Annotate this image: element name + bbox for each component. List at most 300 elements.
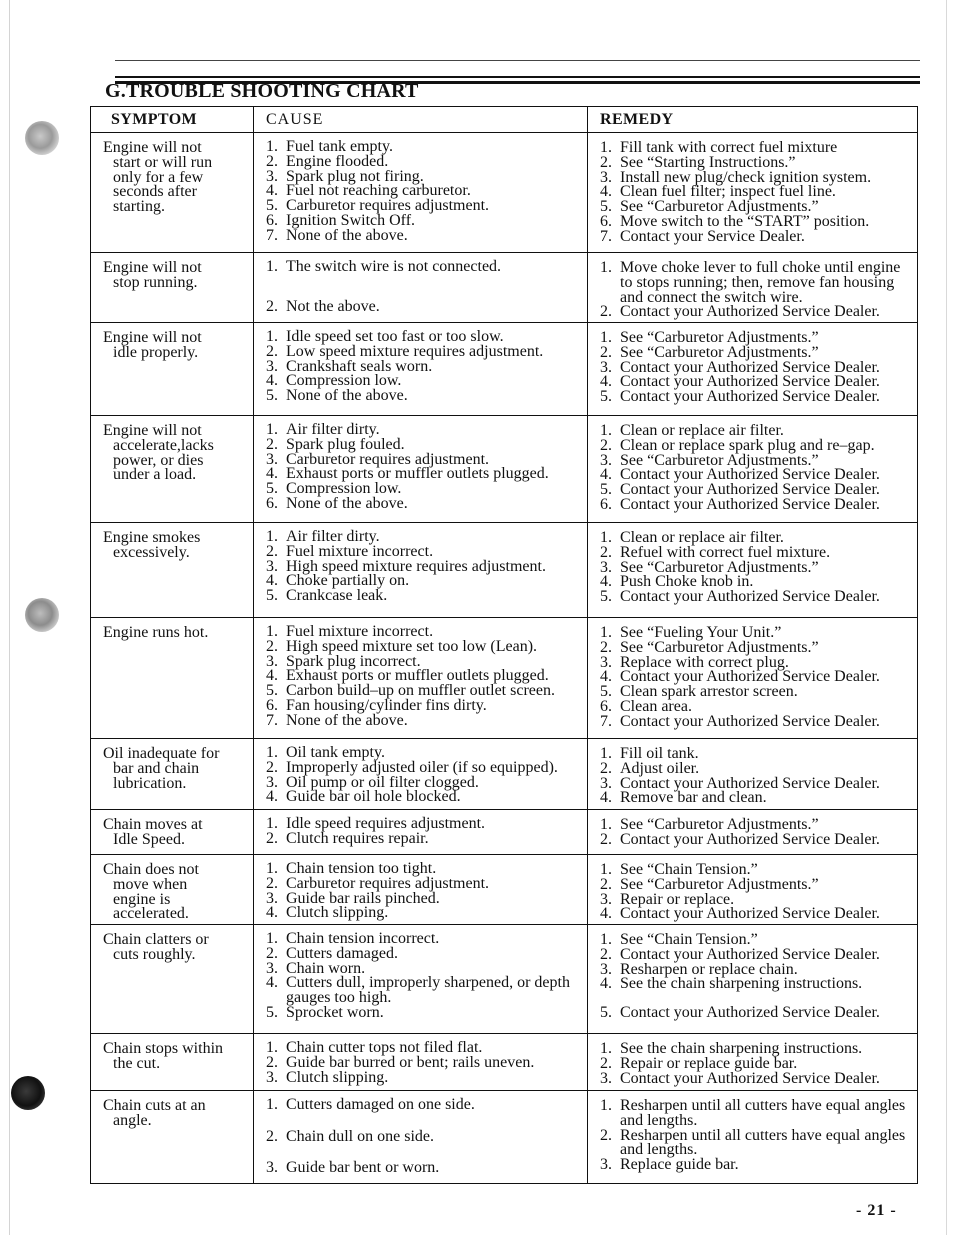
- remedy-number: 5.: [600, 1004, 612, 1022]
- cause-item: [266, 1161, 581, 1176]
- remedy-text: See “Carburetor Adjustments.”: [620, 816, 819, 833]
- cause-list: [266, 625, 581, 729]
- remedy-item: [600, 495, 911, 513]
- cause-number: 5.: [266, 387, 278, 405]
- remedy-list: [600, 261, 911, 320]
- remedy-number: 4.: [600, 905, 612, 923]
- remedy-number: 7.: [600, 712, 612, 730]
- cause-text: Chain cutter tops not filed flat.: [286, 1039, 483, 1056]
- remedy-cell: [588, 1034, 917, 1090]
- cause-number: 2.: [266, 1127, 278, 1145]
- cause-cell: [254, 925, 588, 1033]
- remedy-number: 3.: [600, 890, 612, 908]
- cause-cell: [254, 1091, 588, 1183]
- cause-item: [266, 1127, 581, 1145]
- cause-text: None of the above.: [286, 494, 408, 512]
- cause-number: 2.: [266, 944, 278, 962]
- remedy-number: 2.: [600, 830, 612, 848]
- cause-cell: [254, 618, 588, 738]
- remedy-number: 1.: [600, 745, 612, 762]
- remedy-item: [600, 712, 911, 730]
- remedy-item: [600, 1158, 911, 1173]
- remedy-list: [600, 747, 911, 806]
- cause-list: [266, 140, 581, 244]
- remedy-cell: [588, 523, 917, 617]
- remedy-number: 5.: [600, 198, 612, 216]
- header-remedy-cell: [588, 107, 917, 132]
- symptom-cell: [91, 323, 254, 415]
- trouble-shooting-table: [90, 106, 918, 1184]
- cause-number: 2.: [266, 758, 278, 776]
- table-row: [91, 1034, 917, 1091]
- symptom-text: Chain does not move when engine is accelerated.: [103, 861, 199, 923]
- cause-number: 4.: [266, 465, 278, 483]
- remedy-number: 4.: [600, 573, 612, 591]
- remedy-number: 1.: [600, 1097, 612, 1114]
- symptom-cell: [91, 253, 254, 322]
- cause-list: [266, 1098, 581, 1183]
- cause-cell: [254, 855, 588, 924]
- cause-text: Cutters dull, improperly sharpened, or depth gauges too high.: [286, 974, 570, 1007]
- remedy-cell: [588, 810, 917, 854]
- cause-number: 1.: [266, 815, 278, 832]
- cause-list: [266, 530, 581, 604]
- remedy-cell: [588, 925, 917, 1033]
- cause-cell: [254, 253, 588, 322]
- remedy-number: 5.: [600, 388, 612, 406]
- cause-text: Sprocket worn.: [286, 1003, 384, 1021]
- symptom-text: Oil inadequate for bar and chain lubrication.: [103, 745, 220, 792]
- cause-number: 5.: [266, 587, 278, 605]
- cause-list: [266, 862, 581, 921]
- cause-text: Guide bar rails pinched.: [286, 889, 440, 907]
- remedy-text: Clean fuel filter; inspect fuel line.: [620, 183, 836, 201]
- cause-text: None of the above.: [286, 387, 408, 405]
- cause-text: Idle speed set too fast or too slow.: [286, 328, 504, 345]
- symptom-cell: [91, 133, 254, 252]
- remedy-text: See “Fueling Your Unit.”: [620, 624, 782, 641]
- remedy-text: See the chain sharpening instructions.: [620, 1040, 863, 1057]
- remedy-number: 3.: [600, 451, 612, 469]
- cause-list: [266, 260, 581, 322]
- cause-number: 1.: [266, 1039, 278, 1056]
- cause-text: Low speed mixture requires adjustment.: [286, 342, 544, 360]
- scan-edge-left: [9, 0, 10, 1235]
- cause-item: [266, 260, 581, 275]
- cause-cell: [254, 810, 588, 854]
- remedy-text: Adjust oiler.: [620, 759, 700, 777]
- cause-text: Spark plug not firing.: [286, 167, 424, 185]
- remedy-text: See the chain sharpening instructions.: [620, 975, 863, 993]
- remedy-text: Fill tank with correct fuel mixture: [620, 139, 838, 156]
- cause-number: 5.: [266, 197, 278, 215]
- cause-text: Clutch slipping.: [286, 1068, 389, 1086]
- remedy-text: Clean or replace air filter.: [620, 529, 784, 546]
- cause-number: 1.: [266, 258, 278, 275]
- cause-number: 1.: [266, 930, 278, 947]
- cause-number: 4.: [266, 904, 278, 922]
- cause-text: Guide bar oil hole blocked.: [286, 788, 461, 806]
- remedy-item: [600, 907, 911, 922]
- remedy-item: [600, 1099, 911, 1129]
- cause-cell: [254, 323, 588, 415]
- remedy-number: 3.: [600, 774, 612, 792]
- remedy-text: See “Carburetor Adjustments.”: [620, 451, 819, 469]
- remedy-text: Move choke lever to full choke until engine to stops running; then, remove fan housing and connect the switch wire.: [620, 259, 901, 306]
- remedy-text: See “Starting Instructions.”: [620, 153, 796, 171]
- remedy-text: Contact your Service Dealer.: [620, 227, 805, 245]
- cause-list: [266, 932, 581, 1021]
- cause-number: 1.: [266, 1096, 278, 1113]
- cause-number: 5.: [266, 1003, 278, 1021]
- cause-item: [266, 494, 581, 512]
- remedy-number: 3.: [600, 358, 612, 376]
- cause-text: Chain tension incorrect.: [286, 930, 440, 947]
- cause-text: Ignition Switch Off.: [286, 211, 416, 229]
- cause-item: [266, 1098, 581, 1113]
- remedy-text: Clean spark arrestor screen.: [620, 683, 798, 701]
- table-row: [91, 739, 917, 810]
- cause-number: 4.: [266, 372, 278, 390]
- remedy-text: Contact your Authorized Service Dealer.: [620, 481, 880, 499]
- cause-text: The switch wire is not connected.: [286, 258, 502, 275]
- scan-edge-right: [946, 0, 947, 1235]
- cause-text: Guide bar burred or bent; rails uneven.: [286, 1053, 535, 1071]
- remedy-number: 2.: [600, 436, 612, 454]
- cause-number: 4.: [266, 788, 278, 806]
- remedy-text: See “Carburetor Adjustments.”: [620, 558, 819, 576]
- page-number: - 21 -: [856, 1202, 897, 1219]
- cause-text: Carburetor requires adjustment.: [286, 874, 490, 892]
- remedy-number: 1.: [600, 624, 612, 641]
- cause-text: Carburetor requires adjustment.: [286, 197, 490, 215]
- symptom-text: Engine will not idle properly.: [103, 329, 202, 361]
- remedy-text: See “Carburetor Adjustments.”: [620, 198, 819, 216]
- remedy-number: 2.: [600, 1054, 612, 1072]
- cause-text: Air filter dirty.: [286, 421, 380, 438]
- cause-text: Cutters damaged on one side.: [286, 1096, 475, 1113]
- remedy-text: Repair or replace guide bar.: [620, 1054, 798, 1072]
- cause-item: [266, 300, 581, 315]
- page-title: G.TROUBLE SHOOTING CHART: [105, 80, 419, 102]
- remedy-item: [600, 390, 911, 405]
- cause-text: Carbon build–up on muffler outlet screen.: [286, 682, 555, 700]
- remedy-item: [600, 791, 911, 806]
- remedy-number: 2.: [600, 303, 612, 321]
- cause-number: 2.: [266, 152, 278, 170]
- remedy-text: Replace guide bar.: [620, 1156, 739, 1174]
- remedy-text: Resharpen or replace chain.: [620, 960, 798, 978]
- remedy-text: Clean area.: [620, 697, 692, 715]
- cause-text: Clutch slipping.: [286, 904, 389, 922]
- remedy-cell: [588, 855, 917, 924]
- remedy-number: 1.: [600, 1040, 612, 1057]
- cause-text: Guide bar bent or worn.: [286, 1159, 440, 1177]
- header-symptom-cell: [91, 107, 254, 132]
- remedy-text: Install new plug/check ignition system.: [620, 168, 872, 186]
- cause-number: 7.: [266, 226, 278, 244]
- cause-number: 1.: [266, 744, 278, 761]
- cause-number: 3.: [266, 889, 278, 907]
- remedy-number: 2.: [600, 945, 612, 963]
- remedy-number: 1.: [600, 139, 612, 156]
- header-cause: CAUSE: [266, 111, 324, 128]
- cause-text: None of the above.: [286, 711, 408, 729]
- cause-cell: [254, 133, 588, 252]
- cause-number: 6.: [266, 494, 278, 512]
- remedy-text: Push Choke knob in.: [620, 573, 754, 591]
- remedy-cell: [588, 739, 917, 809]
- remedy-number: 1.: [600, 259, 612, 276]
- cause-item: [266, 711, 581, 729]
- remedy-number: 3.: [600, 558, 612, 576]
- cause-item: [266, 389, 581, 404]
- remedy-number: 2.: [600, 875, 612, 893]
- cause-text: Not the above.: [286, 298, 380, 316]
- symptom-cell: [91, 618, 254, 738]
- cause-text: Fuel mixture incorrect.: [286, 623, 434, 640]
- remedy-item: [600, 261, 911, 305]
- cause-cell: [254, 1034, 588, 1090]
- table-row: [91, 925, 917, 1034]
- cause-number: 3.: [266, 450, 278, 468]
- punch-hole: [25, 121, 59, 155]
- symptom-cell: [91, 925, 254, 1033]
- remedy-item: [600, 830, 911, 848]
- cause-text: Clutch requires repair.: [286, 829, 429, 847]
- symptom-text: Chain cuts at an angle.: [103, 1097, 206, 1129]
- cause-text: Spark plug incorrect.: [286, 652, 421, 670]
- remedy-number: 5.: [600, 481, 612, 499]
- remedy-text: Contact your Authorized Service Dealer.: [620, 1004, 880, 1022]
- remedy-list: [600, 331, 911, 405]
- cause-item: [266, 906, 581, 921]
- cause-number: 7.: [266, 711, 278, 729]
- cause-cell: [254, 523, 588, 617]
- remedy-text: Contact your Authorized Service Dealer.: [620, 373, 880, 391]
- symptom-cell: [91, 855, 254, 924]
- cause-text: High speed mixture requires adjustment.: [286, 557, 546, 575]
- cause-number: 2.: [266, 637, 278, 655]
- cause-text: Exhaust ports or muffler outlets plugged.: [286, 667, 549, 685]
- symptom-cell: [91, 1091, 254, 1183]
- remedy-number: 2.: [600, 638, 612, 656]
- remedy-text: Contact your Authorized Service Dealer.: [620, 466, 880, 484]
- remedy-text: See “Carburetor Adjustments.”: [620, 638, 819, 656]
- cause-item: [266, 790, 581, 805]
- cause-item: [266, 1068, 581, 1086]
- remedy-text: Contact your Authorized Service Dealer.: [620, 495, 880, 513]
- cause-number: 4.: [266, 667, 278, 685]
- remedy-number: 1.: [600, 816, 612, 833]
- cause-number: 6.: [266, 211, 278, 229]
- table-row: [91, 253, 917, 323]
- table-header-row: [91, 107, 917, 133]
- remedy-list: [600, 933, 911, 1021]
- cause-item: [266, 226, 581, 244]
- cause-number: 1.: [266, 328, 278, 345]
- remedy-text: Repair or replace.: [620, 890, 735, 908]
- remedy-number: 4.: [600, 373, 612, 391]
- cause-text: Oil tank empty.: [286, 744, 385, 761]
- cause-text: Compression low.: [286, 372, 402, 390]
- remedy-text: Clean or replace air filter.: [620, 422, 784, 439]
- cause-list: [266, 817, 581, 847]
- remedy-text: Contact your Authorized Service Dealer.: [620, 945, 880, 963]
- remedy-list: [600, 141, 911, 245]
- cause-text: Idle speed requires adjustment.: [286, 815, 486, 832]
- cause-item: [266, 976, 581, 1006]
- cause-text: Engine flooded.: [286, 152, 389, 170]
- remedy-list: [600, 1042, 911, 1086]
- remedy-number: 6.: [600, 697, 612, 715]
- remedy-number: 7.: [600, 227, 612, 245]
- symptom-text: Engine will not accelerate,lacks power, or dies under a load.: [103, 422, 214, 484]
- cause-text: Improperly adjusted oiler (if so equipped).: [286, 758, 558, 776]
- cause-text: Air filter dirty.: [286, 528, 380, 545]
- symptom-text: Chain stops within the cut.: [103, 1040, 224, 1072]
- symptom-text: Engine will not start or will run only for a few seconds after starting.: [103, 139, 213, 216]
- cause-text: Chain tension too tight.: [286, 860, 437, 877]
- cause-number: 1.: [266, 860, 278, 877]
- header-remedy: REMEDY: [600, 111, 674, 128]
- cause-text: Chain worn.: [286, 959, 366, 977]
- cause-text: Fan housing/cylinder fins dirty.: [286, 696, 487, 714]
- symptom-cell: [91, 739, 254, 809]
- remedy-cell: [588, 416, 917, 522]
- cause-cell: [254, 416, 588, 522]
- remedy-number: 3.: [600, 653, 612, 671]
- symptom-cell: [91, 416, 254, 522]
- cause-number: 2.: [266, 298, 278, 316]
- cause-number: 2.: [266, 874, 278, 892]
- cause-text: Fuel mixture incorrect.: [286, 542, 434, 560]
- cause-number: 1.: [266, 623, 278, 640]
- remedy-text: See “Carburetor Adjustments.”: [620, 329, 819, 346]
- cause-number: 5.: [266, 480, 278, 498]
- remedy-number: 1.: [600, 931, 612, 948]
- remedy-number: 4.: [600, 466, 612, 484]
- remedy-cell: [588, 323, 917, 415]
- table-row: [91, 810, 917, 855]
- table-row: [91, 523, 917, 618]
- symptom-text: Engine will not stop running.: [103, 259, 202, 291]
- remedy-text: See “Carburetor Adjustments.”: [620, 343, 819, 361]
- cause-text: High speed mixture set too low (Lean).: [286, 637, 538, 655]
- table-body: [91, 133, 917, 1183]
- punch-hole: [25, 598, 59, 632]
- symptom-text: Chain clatters or cuts roughly.: [103, 931, 209, 963]
- remedy-list: [600, 531, 911, 605]
- symptom-text: Engine smokes excessively.: [103, 529, 201, 561]
- cause-number: 2.: [266, 1053, 278, 1071]
- cause-item: [266, 1003, 581, 1021]
- remedy-item: [600, 977, 911, 992]
- remedy-text: Contact your Authorized Service Dealer.: [620, 588, 880, 606]
- cause-number: 2.: [266, 542, 278, 560]
- cause-text: Crankcase leak.: [286, 587, 388, 605]
- cause-number: 4.: [266, 974, 278, 992]
- cause-number: 3.: [266, 1159, 278, 1177]
- cause-number: 1.: [266, 528, 278, 545]
- remedy-number: 1.: [600, 329, 612, 346]
- cause-number: 3.: [266, 652, 278, 670]
- cause-list: [266, 330, 581, 404]
- table-row: [91, 855, 917, 925]
- table-row: [91, 323, 917, 416]
- remedy-text: Contact your Authorized Service Dealer.: [620, 668, 880, 686]
- cause-list: [266, 1041, 581, 1085]
- remedy-item: [600, 1126, 911, 1159]
- symptom-cell: [91, 523, 254, 617]
- remedy-list: [600, 626, 911, 730]
- remedy-list: [600, 863, 911, 922]
- cause-cell: [254, 739, 588, 809]
- remedy-number: 2.: [600, 153, 612, 171]
- cause-list: [266, 423, 581, 512]
- remedy-text: See “Chain Tension.”: [620, 931, 758, 948]
- remedy-list: [600, 1099, 911, 1173]
- cause-text: Chain dull on one side.: [286, 1127, 434, 1145]
- table-row: [91, 133, 917, 253]
- remedy-number: 5.: [600, 683, 612, 701]
- cause-number: 4.: [266, 182, 278, 200]
- cause-text: Choke partially on.: [286, 572, 410, 590]
- remedy-text: Contact your Authorized Service Dealer.: [620, 774, 880, 792]
- remedy-text: Replace with correct plug.: [620, 653, 789, 671]
- remedy-number: 4.: [600, 183, 612, 201]
- cause-text: Fuel not reaching carburetor.: [286, 182, 471, 200]
- cause-text: Carburetor requires adjustment.: [286, 450, 490, 468]
- remedy-list: [600, 424, 911, 513]
- symptom-text: Engine runs hot.: [103, 624, 209, 641]
- remedy-number: 3.: [600, 168, 612, 186]
- remedy-cell: [588, 618, 917, 738]
- cause-text: Exhaust ports or muffler outlets plugged.: [286, 465, 549, 483]
- remedy-cell: [588, 253, 917, 322]
- cause-number: 6.: [266, 696, 278, 714]
- cause-text: Compression low.: [286, 480, 402, 498]
- remedy-text: Resharpen until all cutters have equal angles and lengths.: [620, 1126, 906, 1159]
- cause-list: [266, 746, 581, 805]
- remedy-list: [600, 818, 911, 848]
- symptom-cell: [91, 1034, 254, 1090]
- remedy-text: Contact your Authorized Service Dealer.: [620, 712, 880, 730]
- remedy-number: 3.: [600, 1156, 612, 1174]
- cause-number: 3.: [266, 773, 278, 791]
- remedy-number: 2.: [600, 1126, 612, 1144]
- cause-text: Oil pump or oil filter clogged.: [286, 773, 479, 791]
- remedy-number: 2.: [600, 543, 612, 561]
- cause-number: 3.: [266, 959, 278, 977]
- table-row: [91, 618, 917, 739]
- remedy-text: Contact your Authorized Service Dealer.: [620, 388, 880, 406]
- symptom-text: Chain moves at Idle Speed.: [103, 816, 203, 848]
- remedy-number: 6.: [600, 212, 612, 230]
- cause-number: 3.: [266, 357, 278, 375]
- remedy-number: 1.: [600, 529, 612, 546]
- remedy-number: 2.: [600, 343, 612, 361]
- header-cause-cell: [254, 107, 588, 132]
- cause-number: 1.: [266, 421, 278, 438]
- remedy-number: 4.: [600, 668, 612, 686]
- header-symptom: SYMPTOM: [111, 111, 198, 128]
- remedy-item: [600, 227, 911, 245]
- cause-number: 5.: [266, 682, 278, 700]
- remedy-text: Move switch to the “START” position.: [620, 212, 870, 230]
- cause-number: 4.: [266, 572, 278, 590]
- cause-number: 3.: [266, 557, 278, 575]
